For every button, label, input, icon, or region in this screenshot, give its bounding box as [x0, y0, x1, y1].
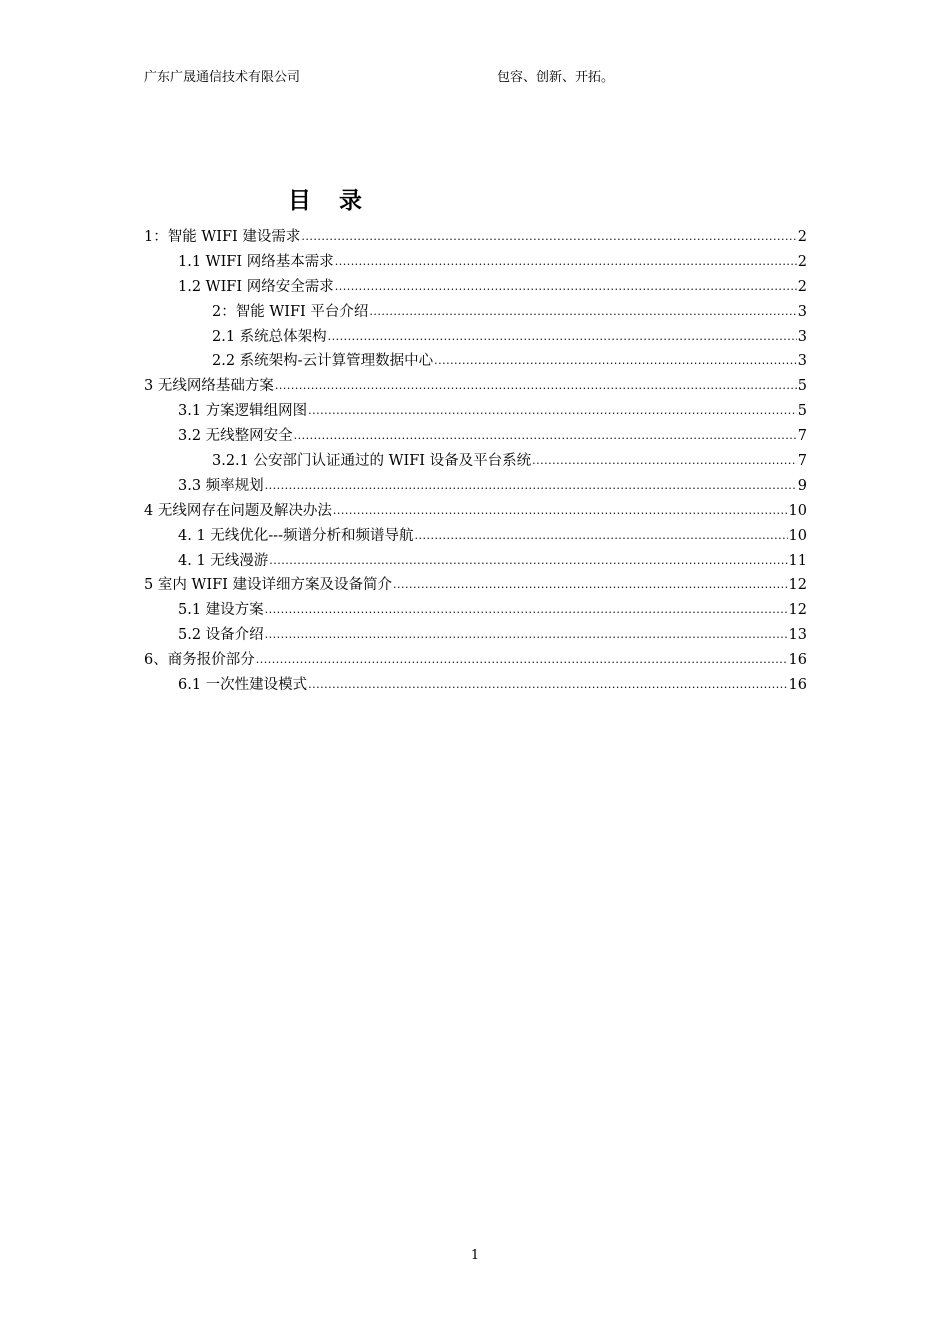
- toc-entry[interactable]: [144, 499, 807, 524]
- toc-dot-leader: [265, 598, 788, 623]
- toc-entry-label: 3.2.1 公安部门认证通过的 WIFI 设备及平台系统: [212, 453, 532, 470]
- toc-dot-leader: [294, 424, 797, 449]
- toc-dot-leader: [333, 499, 788, 524]
- toc-entry-page: 7: [797, 428, 807, 445]
- toc-entry-page: 3: [797, 328, 807, 345]
- toc-entry[interactable]: [144, 300, 807, 325]
- toc-entry-label: 2.2 系统架构-云计算管理数据中心: [212, 353, 434, 370]
- toc-dot-leader: [275, 374, 797, 399]
- toc-entry-page: 10: [788, 527, 807, 544]
- toc-entry[interactable]: [144, 449, 807, 474]
- toc-entry[interactable]: [144, 573, 807, 598]
- toc-dot-leader: [369, 300, 796, 325]
- toc-entry[interactable]: [144, 549, 807, 574]
- page-number: 1: [470, 1248, 480, 1263]
- toc-entry-label: 5.1 建设方案: [178, 602, 264, 619]
- toc-entry-page: 10: [788, 502, 807, 519]
- header-slogan: 包容、创新、开拓。: [497, 70, 615, 85]
- toc-entry[interactable]: [144, 598, 807, 623]
- toc-entry-label: 6.1 一次性建设模式: [178, 677, 308, 694]
- toc-entry-label: 3 无线网络基础方案: [144, 378, 274, 395]
- toc-dot-leader: [308, 399, 797, 424]
- toc-dot-leader: [265, 623, 788, 648]
- toc-dot-leader: [434, 349, 797, 374]
- toc-title: 目录: [288, 187, 390, 214]
- toc-entry-page: 12: [788, 602, 807, 619]
- toc-entry[interactable]: [144, 474, 807, 499]
- toc-entry-label: 3.3 频率规划: [178, 477, 264, 494]
- toc-entry-label: 5 室内 WIFI 建设详细方案及设备简介: [144, 577, 392, 594]
- toc-dot-leader: [393, 573, 788, 598]
- toc-entry-label: 2：智能 WIFI 平台介绍: [212, 303, 369, 320]
- toc-entry-page: 2: [797, 278, 807, 295]
- table-of-contents: [144, 225, 807, 698]
- toc-entry-label: 1.1 WIFI 网络基本需求: [178, 253, 334, 270]
- toc-entry-label: 6、商务报价部分: [144, 652, 255, 669]
- toc-entry-label: 1：智能 WIFI 建设需求: [144, 229, 301, 245]
- toc-entry-page: 11: [788, 552, 807, 569]
- toc-entry-page: 9: [797, 477, 807, 494]
- toc-entry-label: 1.2 WIFI 网络安全需求: [178, 278, 334, 295]
- toc-dot-leader: [335, 250, 797, 275]
- toc-entry-label: 3.1 方案逻辑组网图: [178, 403, 308, 420]
- toc-entry-page: 12: [788, 577, 807, 594]
- toc-entry-page: 7: [797, 453, 807, 470]
- toc-entry[interactable]: [144, 250, 807, 275]
- toc-entry-page: 2: [797, 253, 807, 270]
- toc-entry[interactable]: [144, 325, 807, 350]
- toc-entry-page: 16: [788, 652, 807, 669]
- toc-dot-leader: [265, 474, 797, 499]
- toc-dot-leader: [532, 449, 797, 474]
- toc-dot-leader: [414, 524, 787, 549]
- toc-entry-page: 3: [797, 353, 807, 370]
- toc-entry[interactable]: [144, 374, 807, 399]
- toc-entry[interactable]: [144, 673, 807, 698]
- toc-entry[interactable]: [144, 275, 807, 300]
- toc-entry[interactable]: [144, 225, 807, 250]
- toc-entry[interactable]: [144, 623, 807, 648]
- toc-dot-leader: [328, 325, 797, 350]
- toc-entry-page: 13: [788, 627, 807, 644]
- toc-dot-leader: [335, 275, 797, 300]
- toc-dot-leader: [308, 673, 787, 698]
- toc-entry-page: 5: [797, 403, 807, 420]
- toc-entry-label: 5.2 设备介绍: [178, 627, 264, 644]
- toc-dot-leader: [301, 225, 796, 250]
- toc-entry-page: 3: [797, 303, 807, 320]
- toc-entry-label: 4 无线网存在问题及解决办法: [144, 502, 332, 519]
- toc-entry[interactable]: [144, 399, 807, 424]
- toc-entry-label: 2.1 系统总体架构: [212, 328, 327, 345]
- toc-entry-label: 4. 1 无线优化---频谱分析和频谱导航: [178, 527, 414, 544]
- header-company-name: 广东广晟通信技术有限公司: [144, 70, 301, 85]
- toc-entry-page: 16: [788, 677, 807, 694]
- toc-entry[interactable]: [144, 349, 807, 374]
- toc-dot-leader: [269, 549, 787, 574]
- toc-entry-page: 5: [797, 378, 807, 395]
- toc-entry-page: 2: [797, 229, 807, 245]
- toc-entry-label: 4. 1 无线漫游: [178, 552, 269, 569]
- toc-entry[interactable]: [144, 524, 807, 549]
- toc-entry-label: 3.2 无线整网安全: [178, 428, 293, 445]
- toc-entry[interactable]: [144, 424, 807, 449]
- toc-dot-leader: [256, 648, 788, 673]
- toc-entry[interactable]: [144, 648, 807, 673]
